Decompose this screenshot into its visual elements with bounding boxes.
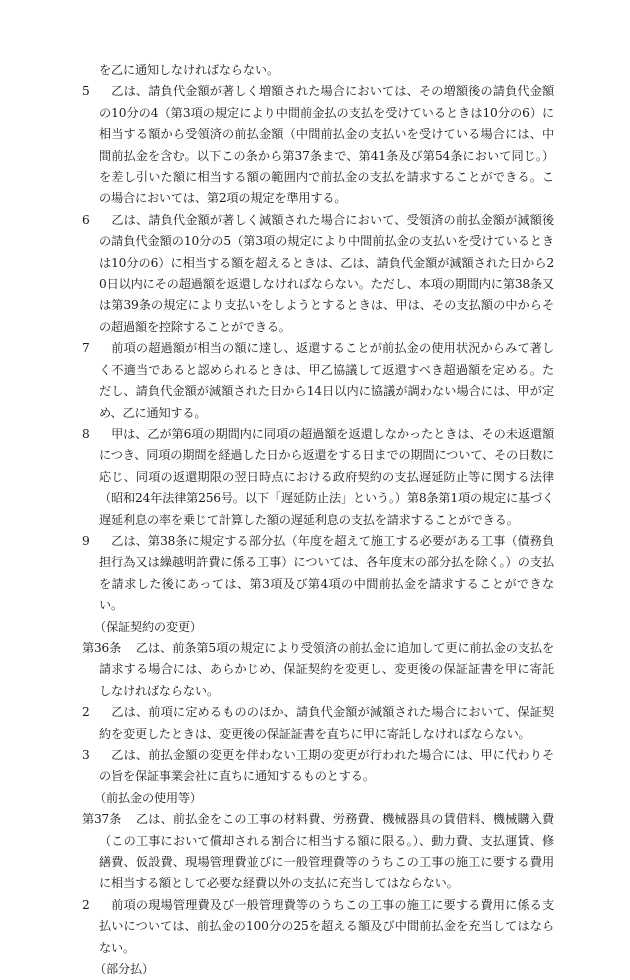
paragraph-9 bbox=[82, 531, 554, 617]
paragraph-number: 3 bbox=[82, 748, 90, 762]
paragraph-8 bbox=[82, 424, 554, 531]
article-number: 第37条 bbox=[82, 812, 122, 827]
paragraph-number: 9 bbox=[82, 533, 90, 548]
paragraph-text: 甲は、乙が第6項の期間内に同項の超過額を返還しなかったときは、その未返還額につき、同項の期間を経過した日から返還をする日までの期間について、その日数に応じ、同項の返還期限の翌日時点における政府契約の支払遅延防止等に関する法律（昭和24年法律第256号。以下「遅延防止法」という。）第8条第1項の規定に基づく遅延利息の率を乗じて計算した額の遅延利息の支払を請求することができる。 bbox=[99, 426, 554, 527]
paragraph-6 bbox=[82, 210, 554, 338]
section-heading-partial-payment: （部分払） bbox=[94, 962, 154, 977]
paragraph-text: 前項の現場管理費及び一般管理費等のうちこの工事の施工に要する費用に係る支払いについては、前払金の100分の25を超える額及び中間前払金を充当してはならない。 bbox=[99, 897, 554, 955]
paragraph-number: 5 bbox=[82, 84, 90, 99]
paragraph-text: 乙は、請負代金額が著しく減額された場合において、受領済の前払金額が減額後の請負代金額の10分の5（第3項の規定により中間前払金の支払いを受けているときは10分の6）に相当する額を超えるときは、乙は、請負代金額が減額された日から20日以内にその超過額を返還しなければならない。ただし、本項の期間内に第38条又は第39条の規定により支払いをしようとするときは、甲は、その支払額の中からその超過額を控除することができる。 bbox=[99, 212, 554, 334]
paragraph-number: 6 bbox=[82, 212, 90, 227]
article-text: 乙は、前条第5項の規定により受領済の前払金に追加して更に前払金の支払を請求する場合には、あらかじめ、保証契約を変更し、変更後の保証証書を甲に寄託しなければならない。 bbox=[99, 640, 554, 698]
document-page bbox=[82, 60, 554, 980]
paragraph-text: 前項の超過額が相当の額に達し、返還することが前払金の使用状況からみて著しく不適当であると認められるときは、甲乙協議して返還すべき超過額を定める。ただし、請負代金額が減額された日から14日以内に協議が調わない場合には、甲が定め、乙に通知する。 bbox=[99, 341, 554, 420]
paragraph-number: 2 bbox=[82, 897, 90, 912]
paragraph-text: 乙は、前項に定めるもののほか、請負代金額が減額された場合において、保証契約を変更したときは、変更後の保証証書を直ちに甲に寄託しなければならない。 bbox=[99, 705, 554, 741]
intro-line bbox=[82, 60, 554, 81]
paragraph-text: 乙は、第38条に規定する部分払（年度を超えて施工する必要がある工事（債務負担行為又は繰越明許費に係る工事）については、各年度末の部分払を除く。）の支払を請求した後にあっては、第3項及び第4項の中間前払金を請求することができない。 bbox=[99, 533, 554, 613]
paragraph-7 bbox=[82, 338, 554, 424]
article-37-paragraph-2 bbox=[82, 895, 554, 959]
paragraph-number: 8 bbox=[82, 426, 90, 441]
paragraph-text: 乙は、前払金額の変更を伴わない工期の変更が行われた場合には、甲に代わりその旨を保証事業会社に直ちに通知するものとする。 bbox=[99, 748, 554, 784]
intro-text: を乙に通知しなければならない。 bbox=[99, 63, 279, 77]
section-heading-advance-usage: （前払金の使用等） bbox=[94, 790, 202, 805]
article-text: 乙は、前払金をこの工事の材料費、労務費、機械器具の賃借料、機械購入費（この工事において償却される割合に相当する額に限る。）、動力費、支払運賃、修繕費、仮設費、現場管理費並びに一般管理費等のうちこの工事の施工に要する費用に相当する額として必要な経費以外の支払に充当してはならない。 bbox=[99, 812, 554, 891]
paragraph-number: 2 bbox=[82, 705, 90, 720]
article-37 bbox=[82, 809, 554, 895]
article-36-paragraph-2 bbox=[82, 702, 554, 745]
paragraph-5 bbox=[82, 81, 554, 209]
article-number: 第36条 bbox=[82, 640, 122, 655]
article-36-paragraph-3 bbox=[82, 745, 554, 788]
paragraph-number: 7 bbox=[82, 341, 90, 356]
paragraph-text: 乙は、請負代金額が著しく増額された場合においては、その増額後の請負代金額の10分の4（第3項の規定により中間前金払の支払を受けているときは10分の6）に相当する額から受領済の前払金額（中間前払金の支払いを受けている場合には、中間前払金を含む。以下この条から第37条まで、第41条及び第54条において同じ。）を差し引いた額に相当する額の範囲内で前払金の支払を請求することができる。この場合においては、第2項の規定を準用する。 bbox=[99, 84, 554, 206]
section-heading-guarantee-change: （保証契約の変更） bbox=[94, 619, 202, 634]
article-36 bbox=[82, 638, 554, 702]
